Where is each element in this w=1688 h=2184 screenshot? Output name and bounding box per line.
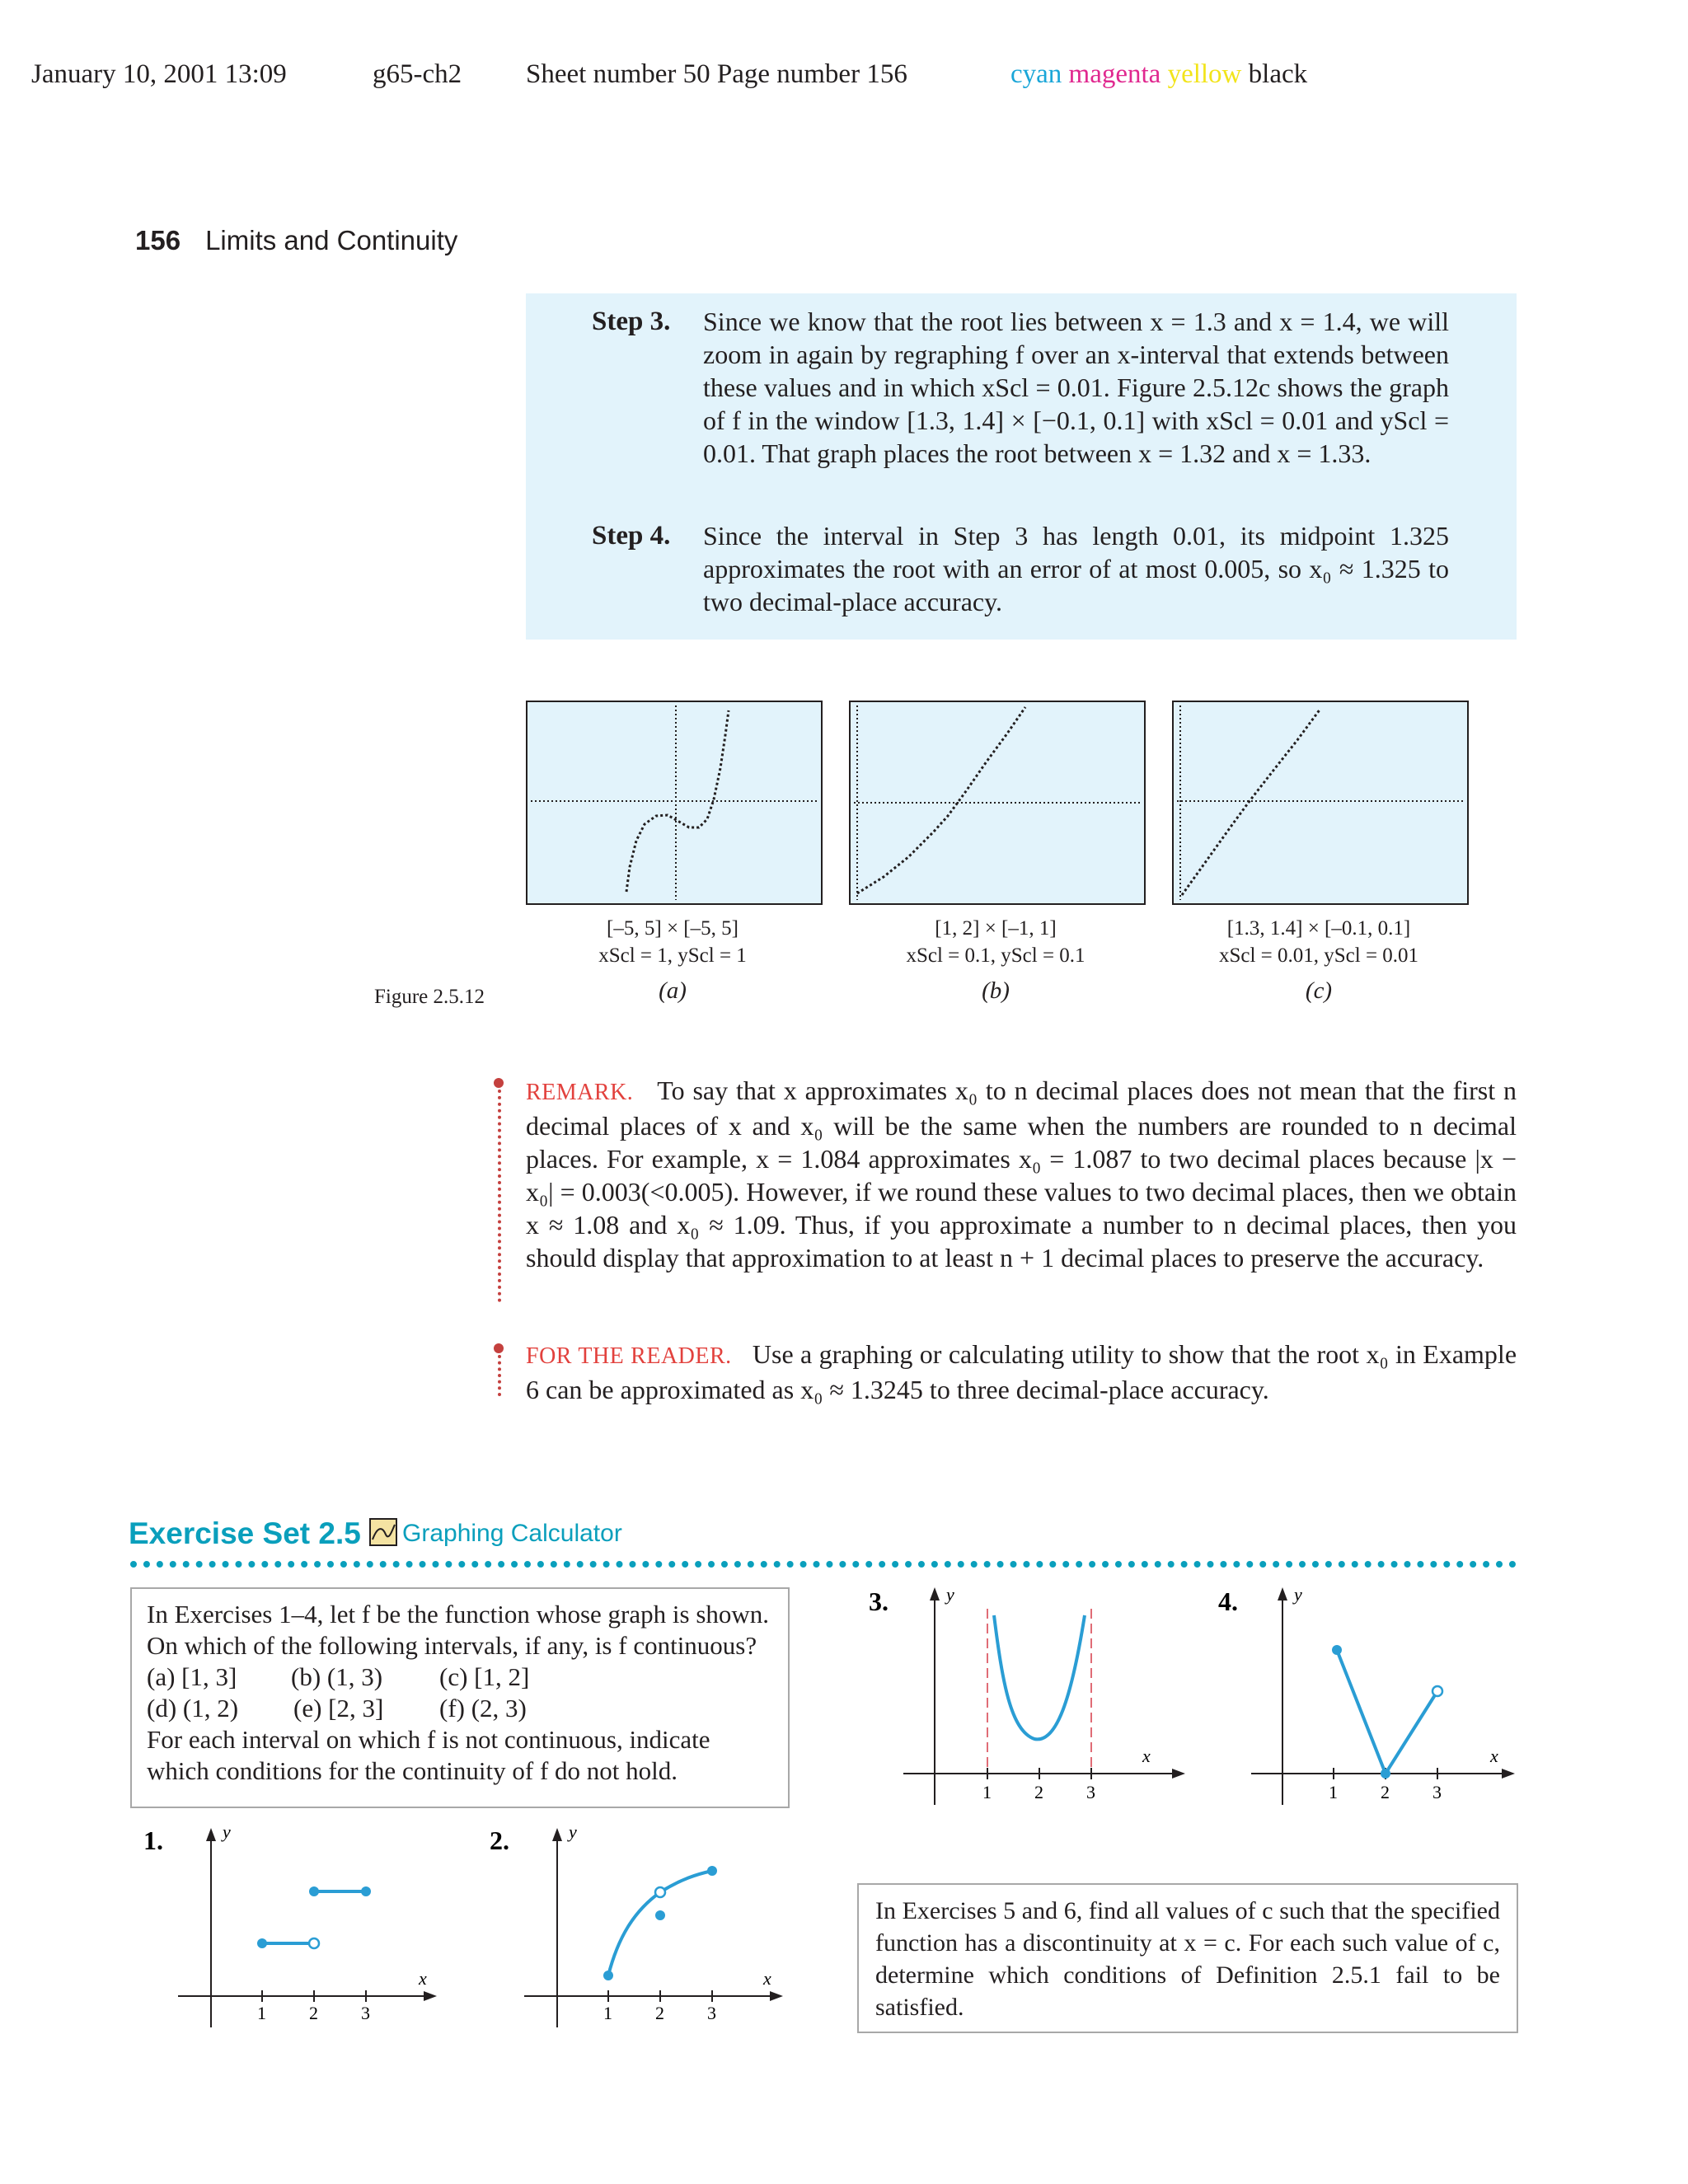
caption-c: [1154, 915, 1484, 969]
exercise-2-graph: [486, 1821, 791, 2036]
slug-colors: [1010, 56, 1307, 92]
exercise-divider: [130, 1561, 1517, 1568]
calculator-screen-c: [1172, 701, 1469, 905]
caption-a: [508, 915, 837, 969]
calculator-screen-b: [849, 701, 1146, 905]
subfigure-label-a: (a): [659, 977, 687, 1004]
x-axis-label: x: [1490, 1746, 1498, 1766]
slug-black: black: [1248, 59, 1308, 89]
remark-rule: [498, 1090, 501, 1302]
slug-file: g65-ch2: [373, 59, 462, 89]
interval-row-1: [147, 1661, 773, 1693]
outro-text: For each interval on which f is not continuous, indicate which conditions for the continuity of f do not hold.: [147, 1725, 710, 1785]
interval-d: (d) (1, 2): [147, 1694, 239, 1722]
tick-label: 3: [361, 2003, 370, 2023]
caption-b: [831, 915, 1160, 969]
for-the-reader: [526, 1338, 1517, 1406]
remark: [526, 1074, 1517, 1274]
step-label: Step 3.: [592, 307, 671, 336]
x-axis-label: x: [763, 1968, 771, 1989]
exercise-number: 4.: [1218, 1586, 1238, 1616]
caption-window: [–5, 5] × [–5, 5]: [607, 917, 738, 940]
interval-c: (c) [1, 2]: [439, 1662, 530, 1691]
subfigure-label-c: (c): [1305, 977, 1333, 1004]
exercise-number: 3.: [869, 1586, 889, 1616]
caption-scale: xScl = 0.01, yScl = 0.01: [1218, 944, 1419, 967]
tick-label: 1: [982, 1782, 992, 1802]
y-axis-label: y: [223, 1821, 231, 1842]
step-label: Step 4.: [592, 521, 671, 551]
exercise-1: [140, 1821, 445, 2040]
x-axis-label: x: [1142, 1746, 1151, 1766]
chapter-title: Limits and Continuity: [205, 225, 458, 255]
exercise-3-graph: [865, 1582, 1187, 1805]
interval-e: (e) [2, 3]: [293, 1694, 384, 1722]
reader-bullet: [494, 1343, 504, 1353]
remark-text: To say that x approximates x₀ to n decimal places does not mean that the first n decimal places of x and x₀ will be the same when the numbers are rounded to n decimal places. For example, x = 1.084 approximates x₀ = 1.087 to two decimal places because |x − x₀| = 0.003(<0.005). However, if we round these values to two decimal places, then we obtain x ≈ 1.08 and x₀ ≈ 1.09. Thus, if you approximate a number to n decimal places, then you should display that approximation to at least n + 1 decimal places to preserve the accuracy.: [526, 1076, 1517, 1272]
graphing-calculator-icon: [369, 1518, 397, 1546]
tick-label: 1: [1329, 1782, 1338, 1802]
tick-label: 3: [1086, 1782, 1095, 1802]
step-text: Since the interval in Step 3 has length 0.01, its midpoint 1.325 approximates the root with an error of at most 0.005, so x₀ ≈ 1.325 to two decimal-place accuracy.: [703, 521, 1449, 616]
remark-bullet: [494, 1078, 504, 1088]
tick-label: 2: [309, 2003, 318, 2023]
figure-label: Figure 2.5.12: [374, 986, 485, 1008]
calculator-screen-a: [526, 701, 823, 905]
tick-label: 2: [1034, 1782, 1043, 1802]
running-head: [135, 221, 457, 260]
reader-text: Use a graphing or calculating utility to show that the root x₀ in Example 6 can be approximated as x₀ ≈ 1.3245 to three decimal-place accuracy.: [526, 1339, 1517, 1404]
screen-c-graph: [1174, 702, 1467, 903]
exercise-set-title: Exercise Set 2.5: [129, 1516, 361, 1550]
exercise-4: [1212, 1582, 1517, 1809]
y-axis-label: y: [946, 1584, 954, 1605]
caption-scale: xScl = 1, yScl = 1: [598, 944, 747, 967]
box2-text: In Exercises 5 and 6, find all values of c such that the specified function has a discontinuity at x = c. For each such value of c, determine which conditions of Definition 2.5.1 fail to be satisfied.: [875, 1897, 1500, 2021]
tick-label: 2: [655, 2003, 664, 2023]
y-axis-label: y: [569, 1821, 577, 1842]
reader-rule: [498, 1355, 501, 1396]
exercise-3: [865, 1582, 1187, 1809]
screen-b-graph: [851, 702, 1144, 903]
slug-cyan: cyan: [1010, 59, 1062, 89]
interval-row-2: [147, 1693, 773, 1724]
slug-yellow: yellow: [1167, 59, 1242, 89]
exercise-1-4-instructions: [130, 1587, 790, 1808]
x-axis-label: x: [419, 1968, 427, 1989]
tick-label: 3: [707, 2003, 716, 2023]
screen-a-graph: [528, 702, 821, 903]
tick-label: 1: [603, 2003, 612, 2023]
slug-magenta: magenta: [1068, 59, 1161, 89]
interval-f: (f) (2, 3): [439, 1694, 527, 1722]
exercise-1-graph: [140, 1821, 445, 2036]
tick-label: 3: [1432, 1782, 1442, 1802]
exercise-2: [486, 1821, 791, 2040]
subfigure-label-b: (b): [982, 977, 1010, 1004]
graphing-calculator-label: Graphing Calculator: [402, 1520, 622, 1547]
page-number: 156: [135, 225, 181, 255]
interval-a: (a) [1, 3]: [147, 1662, 237, 1691]
intro-text: In Exercises 1–4, let f be the function whose graph is shown. On which of the following intervals, if any, is f continuous?: [147, 1600, 770, 1660]
caption-window: [1, 2] × [–1, 1]: [935, 917, 1057, 940]
slug-sheet: Sheet number 50 Page number 156: [526, 59, 907, 89]
caption-window: [1.3, 1.4] × [–0.1, 0.1]: [1226, 917, 1411, 940]
exercise-5-6-instructions: [857, 1883, 1518, 2033]
caption-scale: xScl = 0.1, yScl = 0.1: [906, 944, 1085, 967]
exercise-4-graph: [1212, 1582, 1517, 1805]
interval-b: (b) (1, 3): [291, 1662, 383, 1691]
tick-label: 1: [257, 2003, 266, 2023]
tick-label: 2: [1381, 1782, 1390, 1802]
step-text: Since we know that the root lies between x = 1.3 and x = 1.4, we will zoom in again by regraphing f over an x-interval that extends between these values and in which xScl = 0.01. Figure 2.5.12c shows the graph of f in the window [1.3, 1.4] × [−0.1, 0.1] with xScl = 0.01 and yScl = 0.01. That graph places the root between x = 1.32 and x = 1.33.: [703, 307, 1449, 468]
slug-date: January 10, 2001 13:09: [31, 59, 287, 89]
step-box: [526, 293, 1517, 640]
exercise-number: 1.: [143, 1825, 163, 1855]
reader-label: FOR THE READER.: [526, 1343, 732, 1369]
remark-label: REMARK.: [526, 1080, 634, 1105]
y-axis-label: y: [1294, 1584, 1302, 1605]
exercise-number: 2.: [490, 1825, 509, 1855]
